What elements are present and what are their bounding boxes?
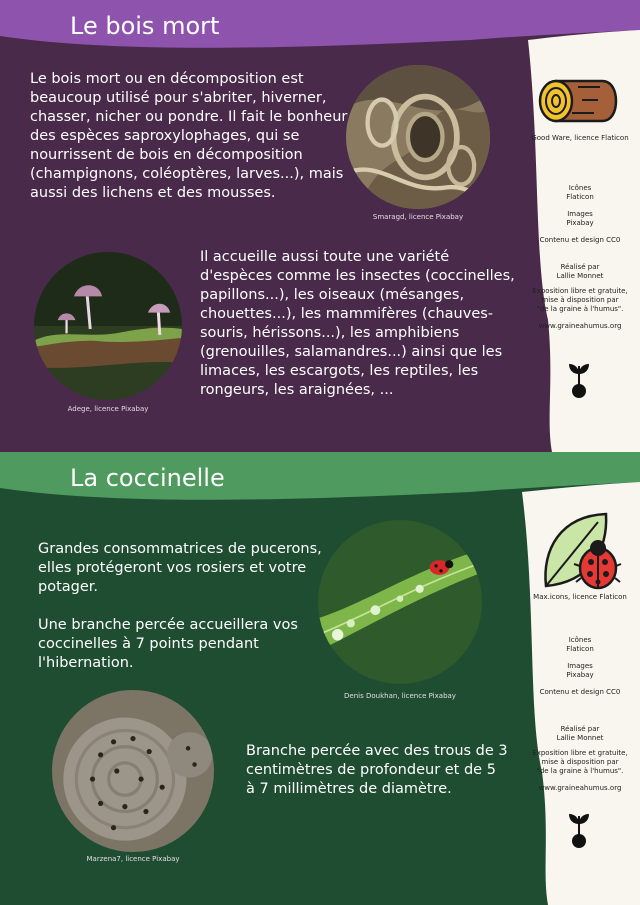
- icon-credit: Good Ware, licence Flaticon: [531, 134, 629, 142]
- expo-line: Exposition libre et gratuite,: [532, 749, 628, 757]
- icons-source: Flaticon: [566, 645, 594, 653]
- seedling-logo-icon: [566, 360, 592, 400]
- section-coccinelle: [0, 452, 640, 905]
- drilled-branch-photo: [52, 690, 214, 852]
- expo-line: "de la graine à l'humus".: [536, 767, 624, 775]
- website-link[interactable]: www.graineahumus.org: [538, 784, 622, 792]
- section-title: Le bois mort: [70, 12, 220, 40]
- photo-credit: Adege, licence Pixabay: [67, 405, 149, 413]
- icons-source: Flaticon: [566, 193, 594, 201]
- intro-paragraph: Le bois mort ou en décomposition est beaucoup utilisé pour s'abriter, hiverner, chasser, nicher ou pondre. Il fait le bonheur des espèces saproxylophages, qui se nourrissent de bois en décomposition (champignons, coléoptères, larves...), mais aussi des lichens et des mousses.: [30, 71, 348, 201]
- website-link[interactable]: www.graineahumus.org: [538, 322, 622, 330]
- icon-credit: Max.icons, licence Flaticon: [533, 593, 627, 601]
- photo-credit: Marzena7, licence Pixabay: [86, 855, 180, 863]
- license-text: Contenu et design CC0: [539, 236, 621, 244]
- expo-line: mise à disposition par: [541, 296, 619, 304]
- images-source: Pixabay: [566, 671, 594, 679]
- species-paragraph: Il accueille aussi toute une variété d'espèces comme les insectes (coccinelles, papillons...), les oiseaux (mésanges, chouettes...), les mammifères (chauves-souris, hérissons...), les amphibiens (grenouilles, salamandres...) ainsi que les limaces, les escargots, les reptiles, les rongeurs, les araignées, ...: [200, 249, 515, 398]
- hibernation-paragraph: Une branche percée accueillera vos coccinelles à 7 points pendant l'hibernation.: [38, 617, 298, 671]
- expo-line: "de la graine à l'humus".: [536, 305, 624, 313]
- icons-label: Icônes: [568, 636, 592, 644]
- photo-credit: Smaragd, licence Pixabay: [372, 213, 464, 221]
- images-label: Images: [567, 210, 593, 218]
- deadwood-photo: [346, 65, 490, 209]
- author-name: Lallie Monnet: [556, 734, 604, 742]
- section-bois-mort: [0, 0, 640, 452]
- mushroom-photo: [34, 252, 182, 400]
- made-by-label: Réalisé par: [560, 725, 600, 733]
- license-text: Contenu et design CC0: [539, 688, 621, 696]
- seedling-logo-icon: [566, 810, 592, 850]
- icons-label: Icônes: [568, 184, 592, 192]
- made-by-label: Réalisé par: [560, 263, 600, 271]
- author-name: Lallie Monnet: [556, 272, 604, 280]
- photo-credit: Denis Doukhan, licence Pixabay: [344, 692, 456, 700]
- images-label: Images: [567, 662, 593, 670]
- expo-line: Exposition libre et gratuite,: [532, 287, 628, 295]
- ladybug-photo: [318, 520, 482, 684]
- intro-paragraph: Grandes consommatrices de pucerons, elles protégeront vos rosiers et votre potager.: [38, 541, 322, 595]
- section-title: La coccinelle: [70, 464, 225, 492]
- branch-paragraph: Branche percée avec des trous de 3 centimètres de profondeur et de 5 à 7 millimètres de diamètre.: [246, 743, 508, 797]
- ladybug-leaf-icon: [540, 510, 622, 592]
- expo-line: mise à disposition par: [541, 758, 619, 766]
- sidebar-credits: [520, 184, 640, 331]
- log-icon: [538, 73, 618, 129]
- images-source: Pixabay: [566, 219, 594, 227]
- sidebar-credits: [520, 636, 640, 793]
